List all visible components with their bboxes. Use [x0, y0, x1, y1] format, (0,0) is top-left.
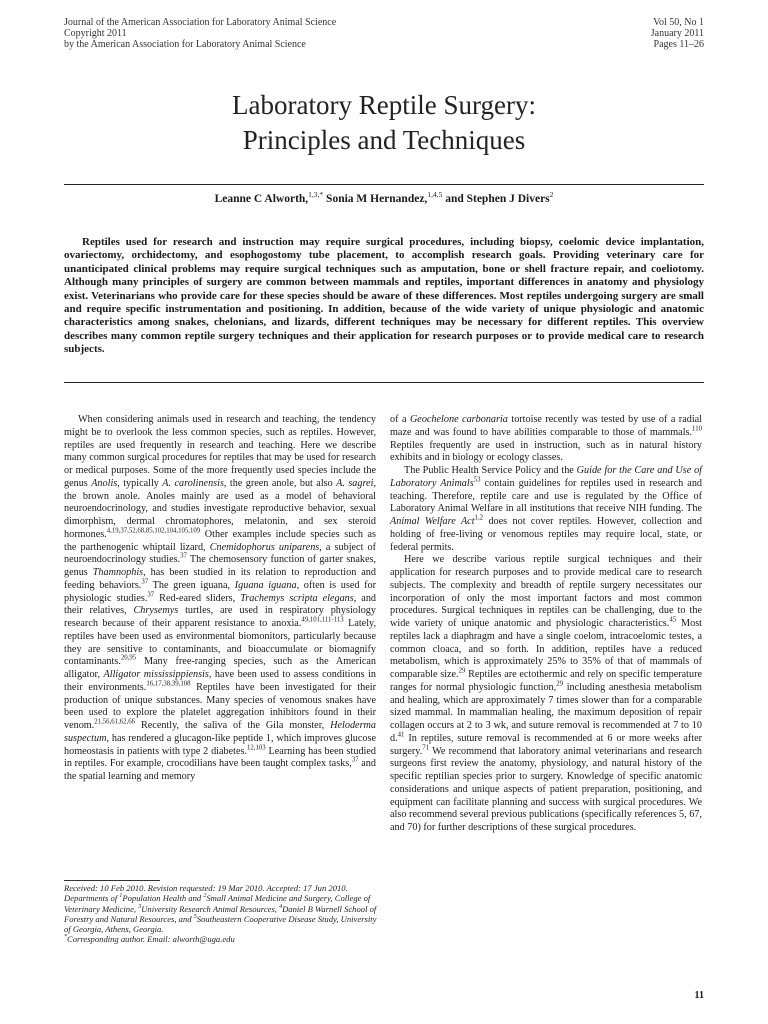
species-name: Trachemys scripta elegans — [240, 592, 354, 604]
body-column-left — [64, 414, 376, 784]
abstract-rule — [64, 382, 704, 383]
citation: 37 — [147, 591, 155, 599]
citation: 29 — [556, 680, 563, 688]
species-name: A. carolinensis — [162, 477, 224, 489]
journal-name: Journal of the American Association for Laboratory Animal Science — [64, 17, 337, 28]
species-name: Cnemidophorus uniparens — [209, 541, 320, 553]
corresponding-author: *Corresponding author. Email: alworth@uga.edu — [64, 934, 235, 945]
footnote — [64, 883, 382, 945]
citation: 37 — [180, 552, 187, 560]
document-title: Animal Welfare Act — [390, 516, 475, 527]
citation: 29 — [458, 667, 466, 675]
citation: 53 — [473, 476, 481, 484]
issue-info — [651, 17, 704, 50]
body-column-right — [390, 414, 702, 835]
paragraph: Here we describe various reptile surgical techniques and their application for research purposes and to provide medical care to research subjects. The complexity and breadth of reptile surgery necessitates our incorporation of only the most important factors and most common procedures. Surgical techniques in reptiles can be challenging, due to the wide variety of unique anatomic and physiologic characteristics.$^{45}$ Most reptiles lack a diaphragm and have a single coelom, intracoelomic testes, a common cloaca, and so forth. In addition, reptiles have a reduced metabolism, which is approximately 25% to 35% of that of mammals of comparable size.$^{29}$ Reptiles are ectothermic and rely on specific temperature ranges for normal physiologic function,$^{29}$ including anesthesia metabolism and healing, which are approximately 7 times slower than for a comparable sized mammal. In mammalian healing, the maximum deposition of repair collagen occurs at 2 to 3 wk, and suture removal is recommended at 7 to 10 d.$^{41}$ In reptiles, suture removal is recommended at 6 or more weeks after surgery.$^{71}$ We recommend that laboratory animal veterinarians and research surgeons first review the anatomy, physiology, and natural history of the specific reptilian species prior to surgery. Knowledge of specific anatomic considerations and unique aspects of patient preparation, positioning, and equipment can facilitate planning and success with surgical procedures. We also recommend several previous publications (specifically references 5, 67, and 70) for further descriptions of these surgical procedures. — [390, 554, 702, 833]
citation: 16,17,38,39,108 — [146, 680, 191, 688]
page-number: 11 — [694, 990, 704, 1001]
issue-date: January 2011 — [650, 28, 704, 39]
abstract: Reptiles used for research and instruction may require surgical procedures, including biopsy, coelomic device implantation, ovariectomy, orchidectomy, and esophogostomy tube placement, to accomplish research goals. Providing veterinary care for unanticipated clinical problems may require surgical techniques such as amputation, bone or shell fracture repair, and coeliotomy. Although many principles of surgery are common between mammals and reptiles, important differences in anatomy and physiology exist. Veterinarians who provide care for these species should be aware of these differences. Most reptiles undergoing surgery are small and require specific instrumentation and positioning. In addition, because of the wide variety of unique physiologic and anatomic characteristics among snakes, chelonians, and lizards, different techniques may be necessary for different reptiles. This overview describes many common reptile surgery techniques and their application for research purposes or to provide medical care to research subjects. — [64, 236, 704, 356]
citation: 45 — [669, 616, 677, 624]
species-name: A. sagrei — [336, 477, 374, 489]
page-range: Pages 11–26 — [653, 39, 704, 50]
document-title: Guide for the Care and Use of Laboratory Animals — [390, 465, 702, 489]
citation: 12,103 — [247, 744, 266, 752]
citation: 37 — [141, 578, 149, 586]
species-name: Iguana iguana — [234, 579, 297, 591]
received-dates: Received: 10 Feb 2010. Revision requested: 19 Mar 2010. Accepted: 17 Jun 2010. — [64, 883, 348, 893]
species-name: Anolis — [91, 477, 118, 489]
citation: 4,19,37,52,68,85,102,104,105,109 — [106, 527, 201, 535]
paragraph: The Public Health Service Policy and the Guide for the Care and Use of Laboratory Animals$^{53}$ contain guidelines for reptiles used in research and teaching. Therefore, reptile care and use is regulated by the Office of Laboratory Animal Welfare in all institutions that receive NIH funding. The Animal Welfare Act$^{1,2}$ does not cover reptiles. However, collection and holding of free-living or venomous reptiles may require local, state, or federal permits. — [390, 465, 703, 553]
publisher-line: by the American Association for Laboratory Animal Science — [64, 39, 306, 50]
copyright-line: Copyright 2011 — [64, 28, 127, 39]
citation: 20,95 — [120, 654, 137, 662]
citation: 71 — [422, 744, 430, 752]
citation: 41 — [397, 731, 405, 739]
author-3: and Stephen J Divers — [442, 193, 550, 205]
citation: 37 — [351, 756, 359, 764]
title-rule — [64, 184, 704, 185]
citation: 1,2 — [474, 514, 484, 522]
journal-header — [64, 17, 336, 50]
author-2: Sonia M Hernandez, — [323, 193, 428, 205]
volume: Vol 50, No 1 — [653, 17, 704, 28]
paragraph: of a Geochelone carbonaria tortoise recently was tested by use of a radial maze and was found to have abilities comparable to those of mammals.$^{110}$ Reptiles frequently are used in instruction, such as in natural history exhibits and in biology or ecology classes. — [390, 414, 703, 464]
species-name: Heloderma suspectum — [64, 720, 376, 744]
affiliations: Departments of $^1$Population Health and $^2$Small Animal Medicine and Surgery, College of Veterinary Medicine, $^3$University Research Animal Resources, $^4$Daniel B Warnell School of Forestry and Natural Resources, and $^5$Southeastern Cooperative Disease Study, University of Georgia, Athens, Georgia. — [64, 893, 377, 935]
citation: 49,101,111-113 — [301, 616, 344, 624]
footnote-rule — [64, 880, 160, 881]
author-2-affil: 1,4,5 — [427, 190, 443, 200]
citation: 21,56,61,62,66 — [94, 718, 136, 726]
author-3-affil: 2 — [549, 190, 554, 200]
article-title — [64, 88, 704, 158]
author-1-affil: 1,3,* — [308, 190, 324, 200]
paragraph: When considering animals used in research and teaching, the tendency might be to overlook the less common species, such as reptiles. However, reptiles are used frequently in research and teaching. Here we describe many common surgical procedures for reptiles that may be used for research or medical purposes. Some of the more frequently used species include the genus Anolis, typically A. carolinensis, the green anole, but also A. sagrei, the brown anole. Anoles mainly are used as a model of behavioral neuroendocrinology, and studies investigate reproductive behavior, sexual dimorphism, dermal chromatophores, melatonin, and sex steroid hormones.$^{4,19,37,52,68,85,102,104,105,109}$ Other examples include species such as the parthenogenic whiptail lizard, Cnemidophorus uniparens, a subject of neuroendocrinology studies.$^{37}$ The chemosensory function of garter snakes, genus Thamnophis, has been studied in its relation to reproduction and feeding behaviors.$^{37}$ The green iguana, Iguana iguana, often is used for physiologic studies.$^{37}$ Red-eared sliders, Trachemys scripta elegans, and their relatives, Chrysemys turtles, are used in respiratory physiology research because of their apparent resistance to anoxia.$^{49,101,111-113}$ Lately, reptiles have been used as environmental biomonitors, particularly because they are sensitive to contaminants, and bioaccumulate or biomagnify contaminants.$^{20,95}$ Many free-ranging species, such as the American alligator, Alligator mississippiensis, have been used to assess conditions in their environments.$^{16,17,38,39,108}$ Reptiles have been investigated for their production of unique substances. Many species of venomous snakes have been used to explore the platelet aggregation inhibitors found in their venom.$^{21,56,61,62,66}$ Recently, the saliva of the Gila monster, Heloderma suspectum, has rendered a glucagon-like peptide 1, which improves glucose homeostasis in patients with type 2 diabetes.$^{12,103}$ Learning has been studied in reptiles. For example, crocodilians have been taught complex tasks,$^{37}$ and the spatial learning and memory — [64, 414, 377, 782]
species-name: Alligator mississippiensis — [103, 669, 209, 680]
title-line-2: Principles and Techniques — [242, 125, 526, 155]
citation: 110 — [692, 425, 702, 433]
title-line-1: Laboratory Reptile Surgery: — [232, 90, 536, 120]
author-1: Leanne C Alworth, — [214, 193, 309, 205]
author-list — [64, 190, 704, 205]
species-name: Chrysemys — [133, 605, 179, 617]
species-name: Geochelone carbonaria — [409, 414, 508, 425]
species-name: Thamnophis — [92, 567, 144, 578]
